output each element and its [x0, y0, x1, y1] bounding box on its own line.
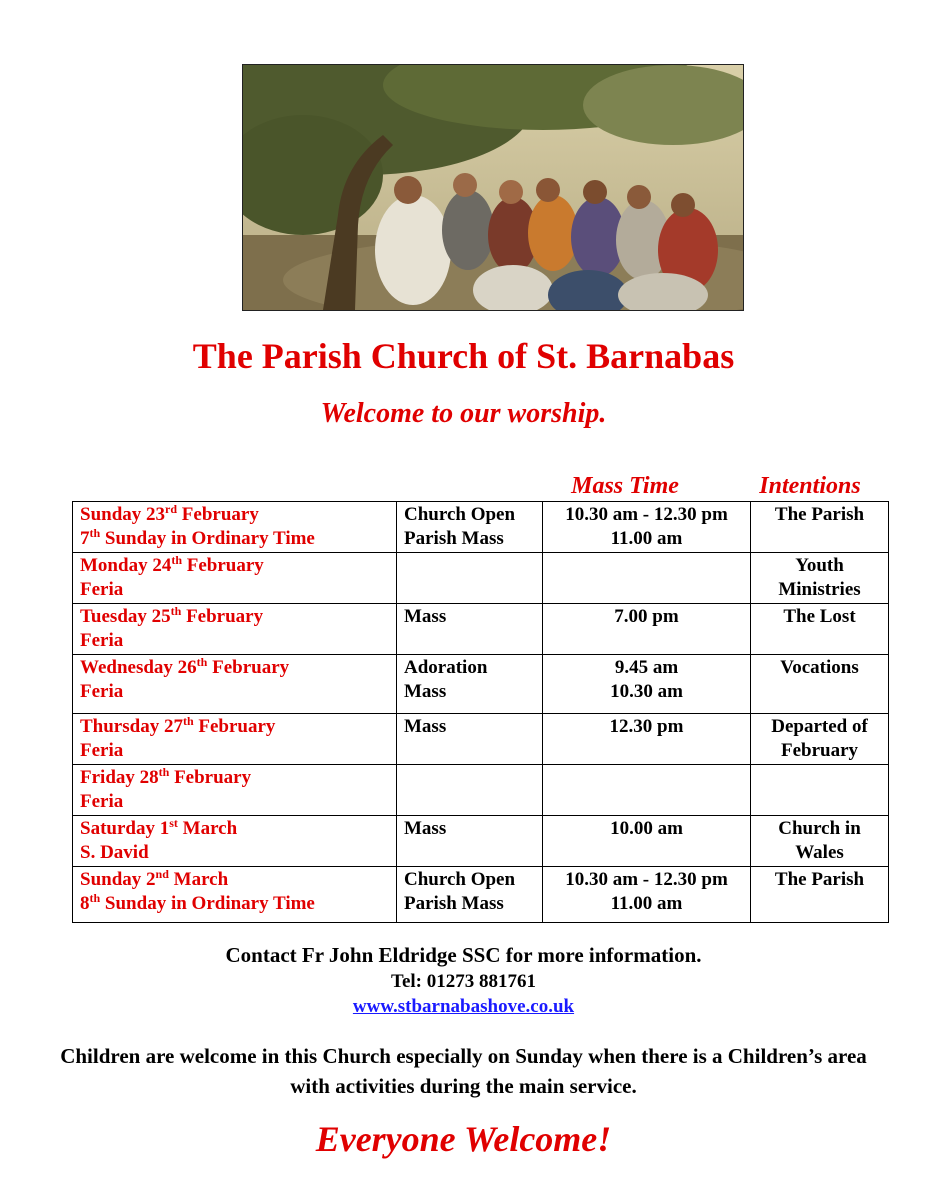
day-subtitle: [80, 629, 389, 653]
service-cell: [397, 655, 543, 714]
schedule-row: [73, 604, 889, 655]
day-ordinal: rd: [165, 502, 178, 516]
intention-line: The Parish: [774, 504, 865, 525]
everyone-welcome: Everyone Welcome!: [315, 1119, 612, 1159]
intention-cell: [751, 655, 889, 714]
day-subtitle: [80, 892, 389, 916]
day-subtitle: [80, 680, 389, 704]
day-ordinal: th: [171, 553, 182, 567]
day-month: February: [193, 716, 276, 737]
mass-time-line: 10.00 am: [610, 818, 683, 839]
schedule-row: [73, 816, 889, 867]
mass-time-cell: [543, 655, 751, 714]
day-ordinal: nd: [155, 867, 169, 881]
day-cell: [73, 604, 397, 655]
day-sub-pre: 8: [80, 893, 90, 914]
intention-cell: [751, 714, 889, 765]
mass-time-cell: [543, 553, 751, 604]
day-subtitle: [80, 790, 389, 814]
intention-cell: [751, 867, 889, 923]
day-ordinal: th: [182, 714, 194, 728]
mass-time-line: 11.00 am: [610, 893, 683, 914]
day-name: Thursday 27: [80, 716, 183, 737]
day-cell: [73, 553, 397, 604]
day-sub-pre: Feria: [80, 681, 124, 702]
day-sub-pre: Feria: [80, 791, 124, 812]
day-line: [80, 817, 389, 841]
day-sub-pre: Feria: [80, 630, 124, 651]
day-line: [80, 715, 389, 739]
mass-time-cell: [543, 502, 751, 553]
day-line: [80, 503, 389, 527]
day-ordinal: th: [196, 655, 208, 669]
day-month: February: [177, 504, 259, 525]
day-cell: [73, 502, 397, 553]
mass-time-line: 10.30 am: [610, 681, 683, 702]
day-month: February: [181, 606, 264, 627]
day-name: Wednesday 26: [80, 657, 197, 678]
mass-time-line: 11.00 am: [610, 528, 683, 549]
schedule-body: [73, 502, 889, 923]
day-sub-ordinal: th: [89, 526, 101, 540]
service-cell: [397, 765, 543, 816]
painting-image: [243, 65, 743, 310]
contact-phone: Tel: 01273 881761: [391, 971, 536, 992]
mass-time-cell: [543, 714, 751, 765]
day-name: Saturday 1: [80, 818, 170, 839]
day-sub-pre: S. David: [80, 842, 149, 863]
day-line: [80, 766, 389, 790]
day-sub-ordinal: th: [89, 891, 101, 905]
schedule-row: [73, 714, 889, 765]
day-month: February: [169, 767, 252, 788]
mass-time-cell: [543, 867, 751, 923]
service-line: Church Open: [404, 869, 516, 890]
day-month: February: [207, 657, 290, 678]
day-month: March: [177, 818, 238, 839]
day-cell: [73, 765, 397, 816]
intention-line: February: [780, 740, 859, 761]
day-month: February: [182, 555, 264, 576]
day-ordinal: st: [169, 816, 178, 830]
schedule-row: [73, 502, 889, 553]
website-link[interactable]: www.stbarnabashove.co.uk: [352, 996, 575, 1017]
day-cell: [73, 867, 397, 923]
service-line: Mass: [404, 818, 447, 839]
schedule-table: [72, 501, 889, 923]
header-painting: [242, 64, 744, 311]
day-name: Sunday 2: [80, 869, 156, 890]
day-subtitle: [80, 739, 389, 763]
mass-time-line: 12.30 pm: [609, 716, 684, 737]
page-title: The Parish Church of St. Barnabas: [192, 336, 735, 376]
day-cell: [73, 714, 397, 765]
day-sub-rest: Sunday in Ordinary Time: [100, 528, 315, 549]
service-line: Parish Mass: [404, 893, 504, 914]
day-line: [80, 605, 389, 629]
service-cell: [397, 867, 543, 923]
intention-cell: [751, 816, 889, 867]
service-line: Church Open: [404, 504, 516, 525]
intention-line: The Parish: [774, 869, 865, 890]
mass-time-cell: [543, 816, 751, 867]
schedule-row: [73, 765, 889, 816]
page-subtitle: Welcome to our worship.: [320, 398, 607, 429]
day-ordinal: th: [158, 765, 170, 779]
column-header-intentions: Intentions: [759, 473, 861, 499]
day-subtitle: [80, 527, 389, 551]
service-line: Mass: [404, 606, 447, 627]
mass-time-cell: [543, 765, 751, 816]
service-cell: [397, 714, 543, 765]
intention-line: Ministries: [778, 579, 861, 600]
intention-cell: [751, 553, 889, 604]
day-month: March: [168, 869, 229, 890]
contact-block: [0, 941, 927, 1019]
service-cell: [397, 816, 543, 867]
day-line: [80, 868, 389, 892]
contact-line: Contact Fr John Eldridge SSC for more information.: [225, 943, 702, 967]
intention-line: Vocations: [780, 657, 859, 678]
schedule-row: [73, 867, 889, 923]
schedule-row: [73, 655, 889, 714]
day-name: Sunday 23: [80, 504, 166, 525]
service-line: Mass: [404, 681, 447, 702]
service-line: Parish Mass: [404, 528, 504, 549]
intention-line: Wales: [795, 842, 844, 863]
intention-cell: [751, 765, 889, 816]
mass-time-line: 10.30 am - 12.30 pm: [565, 504, 728, 525]
day-line: [80, 656, 389, 680]
day-subtitle: [80, 841, 389, 865]
service-line: Adoration: [404, 657, 488, 678]
mass-time-line: 9.45 am: [614, 657, 679, 678]
mass-time-cell: [543, 604, 751, 655]
day-sub-rest: Sunday in Ordinary Time: [100, 893, 315, 914]
day-line: [80, 554, 389, 578]
intention-line: Youth: [795, 555, 844, 576]
day-sub-pre: Feria: [80, 579, 124, 600]
day-cell: [73, 816, 397, 867]
intention-line: The Lost: [783, 606, 856, 627]
mass-time-line: 10.30 am - 12.30 pm: [565, 869, 728, 890]
mass-time-line: 7.00 pm: [614, 606, 679, 627]
intention-line: Departed of: [771, 716, 868, 737]
day-name: Monday 24: [80, 555, 172, 576]
day-cell: [73, 655, 397, 714]
intention-line: Church in: [778, 818, 861, 839]
service-cell: [397, 604, 543, 655]
service-cell: [397, 553, 543, 604]
service-line: Mass: [404, 716, 447, 737]
day-sub-pre: 7: [80, 528, 90, 549]
schedule-row: [73, 553, 889, 604]
day-name: Friday 28: [80, 767, 159, 788]
day-name: Tuesday 25: [80, 606, 171, 627]
intention-cell: [751, 604, 889, 655]
service-cell: [397, 502, 543, 553]
day-sub-pre: Feria: [80, 740, 124, 761]
column-header-mass-time: Mass Time: [571, 473, 679, 499]
day-ordinal: th: [170, 604, 182, 618]
intention-cell: [751, 502, 889, 553]
children-note: Children are welcome in this Church especially on Sunday when there is a Children’s area with activities during the main service.: [60, 1044, 867, 1098]
day-subtitle: [80, 578, 389, 602]
